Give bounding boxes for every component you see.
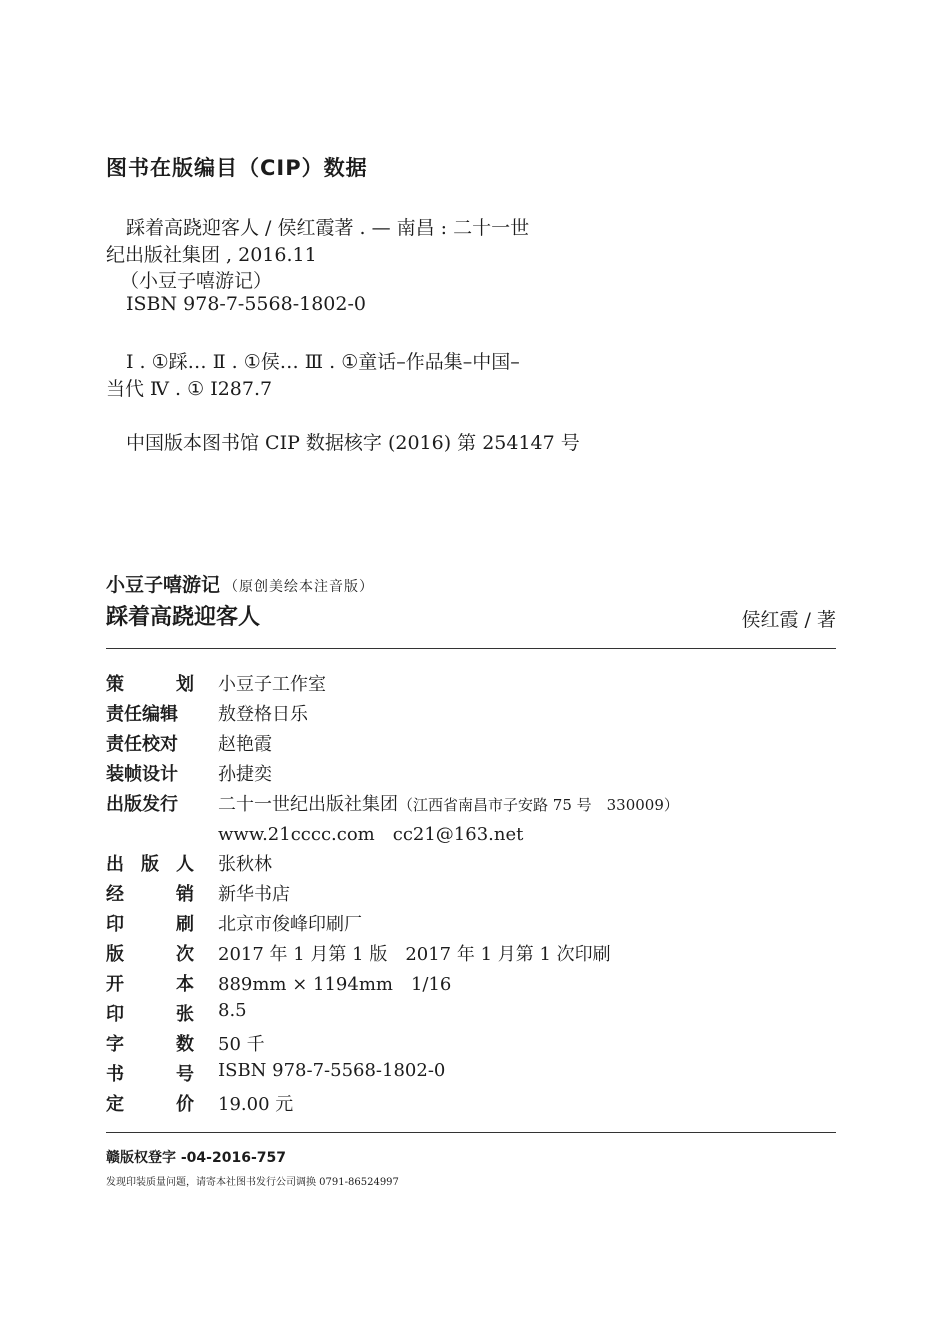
detail-label-text: 责任编辑	[106, 704, 178, 725]
publisher-name: 二十一世纪出版社集团	[218, 794, 398, 815]
detail-label-char: 张	[176, 1004, 194, 1025]
detail-label	[106, 700, 194, 726]
detail-label-text: 装帧设计	[106, 764, 178, 785]
author-line: 侯红霞 / 著	[741, 609, 836, 631]
detail-value: 敖登格日乐	[218, 704, 308, 725]
detail-value	[218, 790, 679, 816]
detail-label	[106, 850, 194, 876]
detail-label	[106, 940, 194, 966]
detail-label-char: 定	[106, 1094, 124, 1115]
detail-value: www.21cccc.com cc21@163.net	[218, 824, 524, 845]
detail-label-char: 印	[106, 914, 124, 935]
detail-label	[106, 910, 194, 936]
detail-label	[106, 670, 194, 696]
detail-label-char: 销	[176, 884, 194, 905]
detail-label-char: 次	[176, 944, 194, 965]
detail-label-char: 刷	[176, 914, 194, 935]
detail-value: 小豆子工作室	[218, 674, 326, 695]
detail-label-char: 本	[176, 974, 194, 995]
detail-label	[106, 1060, 194, 1086]
detail-value: 北京市俊峰印刷厂	[218, 914, 362, 935]
bottom-rule	[106, 1132, 836, 1133]
publisher-address: （江西省南昌市子安路 75 号 330009）	[398, 796, 679, 814]
detail-value: 50 千	[218, 1034, 265, 1055]
series-title: 小豆子嘻游记	[106, 574, 221, 596]
series-edition: （原创美绘本注音版）	[224, 579, 375, 595]
cip-line-4: ISBN 978-7-5568-1802-0	[126, 293, 366, 315]
quality-note: 发现印装质量问题，请寄本社图书发行公司调换 0791-86524997	[106, 1177, 399, 1188]
detail-label-char: 版	[141, 854, 159, 875]
detail-label-char: 划	[176, 674, 194, 695]
cip-line-3: （小豆子嘻游记）	[120, 270, 273, 292]
detail-label	[106, 880, 194, 906]
detail-label	[106, 1030, 194, 1056]
cip-heading: 图书在版编目（CIP）数据	[106, 156, 368, 180]
detail-label-char: 人	[176, 854, 194, 875]
detail-label-char: 价	[176, 1094, 194, 1115]
detail-value: 889mm × 1194mm 1/16	[218, 974, 452, 995]
detail-value: 2017 年 1 月第 1 版 2017 年 1 月第 1 次印刷	[218, 944, 611, 965]
copyright-registration: 赣版权登字 -04-2016-757	[106, 1150, 286, 1166]
cip-line-5: Ⅰ . ①踩… Ⅱ . ①侯… Ⅲ . ①童话–作品集–中国–	[126, 351, 520, 373]
detail-label-char: 印	[106, 1004, 124, 1025]
detail-label-char: 开	[106, 974, 124, 995]
detail-value: 赵艳霞	[218, 734, 272, 755]
detail-label	[106, 730, 194, 756]
cip-line-6: 当代 Ⅳ . ① I287.7	[106, 378, 273, 400]
detail-label-char: 号	[176, 1064, 194, 1085]
detail-label-char: 策	[106, 674, 124, 695]
detail-label-text: 出版发行	[106, 794, 178, 815]
detail-label	[106, 970, 194, 996]
detail-value: 新华书店	[218, 884, 290, 905]
detail-label	[106, 1090, 194, 1116]
detail-label-char: 出	[106, 854, 124, 875]
detail-label-char: 数	[176, 1034, 194, 1055]
detail-label	[106, 760, 194, 786]
detail-label-char: 字	[106, 1034, 124, 1055]
detail-label-char: 书	[106, 1064, 124, 1085]
detail-value: 孙捷奕	[218, 764, 272, 785]
detail-value: 19.00 元	[218, 1094, 294, 1115]
cip-line-7: 中国版本图书馆 CIP 数据核字 (2016) 第 254147 号	[126, 432, 580, 454]
detail-label-char: 经	[106, 884, 124, 905]
cip-line-2: 纪出版社集团 , 2016.11	[106, 244, 317, 266]
detail-label-text: 责任校对	[106, 734, 178, 755]
cip-line-1: 踩着高跷迎客人 / 侯红霞著 . — 南昌 : 二十一世	[126, 217, 530, 239]
detail-value: 8.5	[218, 1000, 247, 1021]
detail-label-char: 版	[106, 944, 124, 965]
detail-value: ISBN 978-7-5568-1802-0	[218, 1060, 446, 1081]
detail-label	[106, 790, 194, 816]
top-rule	[106, 648, 836, 649]
book-title: 踩着高跷迎客人	[106, 604, 261, 630]
series-line	[106, 570, 374, 597]
detail-label	[106, 1000, 194, 1026]
detail-value: 张秋林	[218, 854, 272, 875]
